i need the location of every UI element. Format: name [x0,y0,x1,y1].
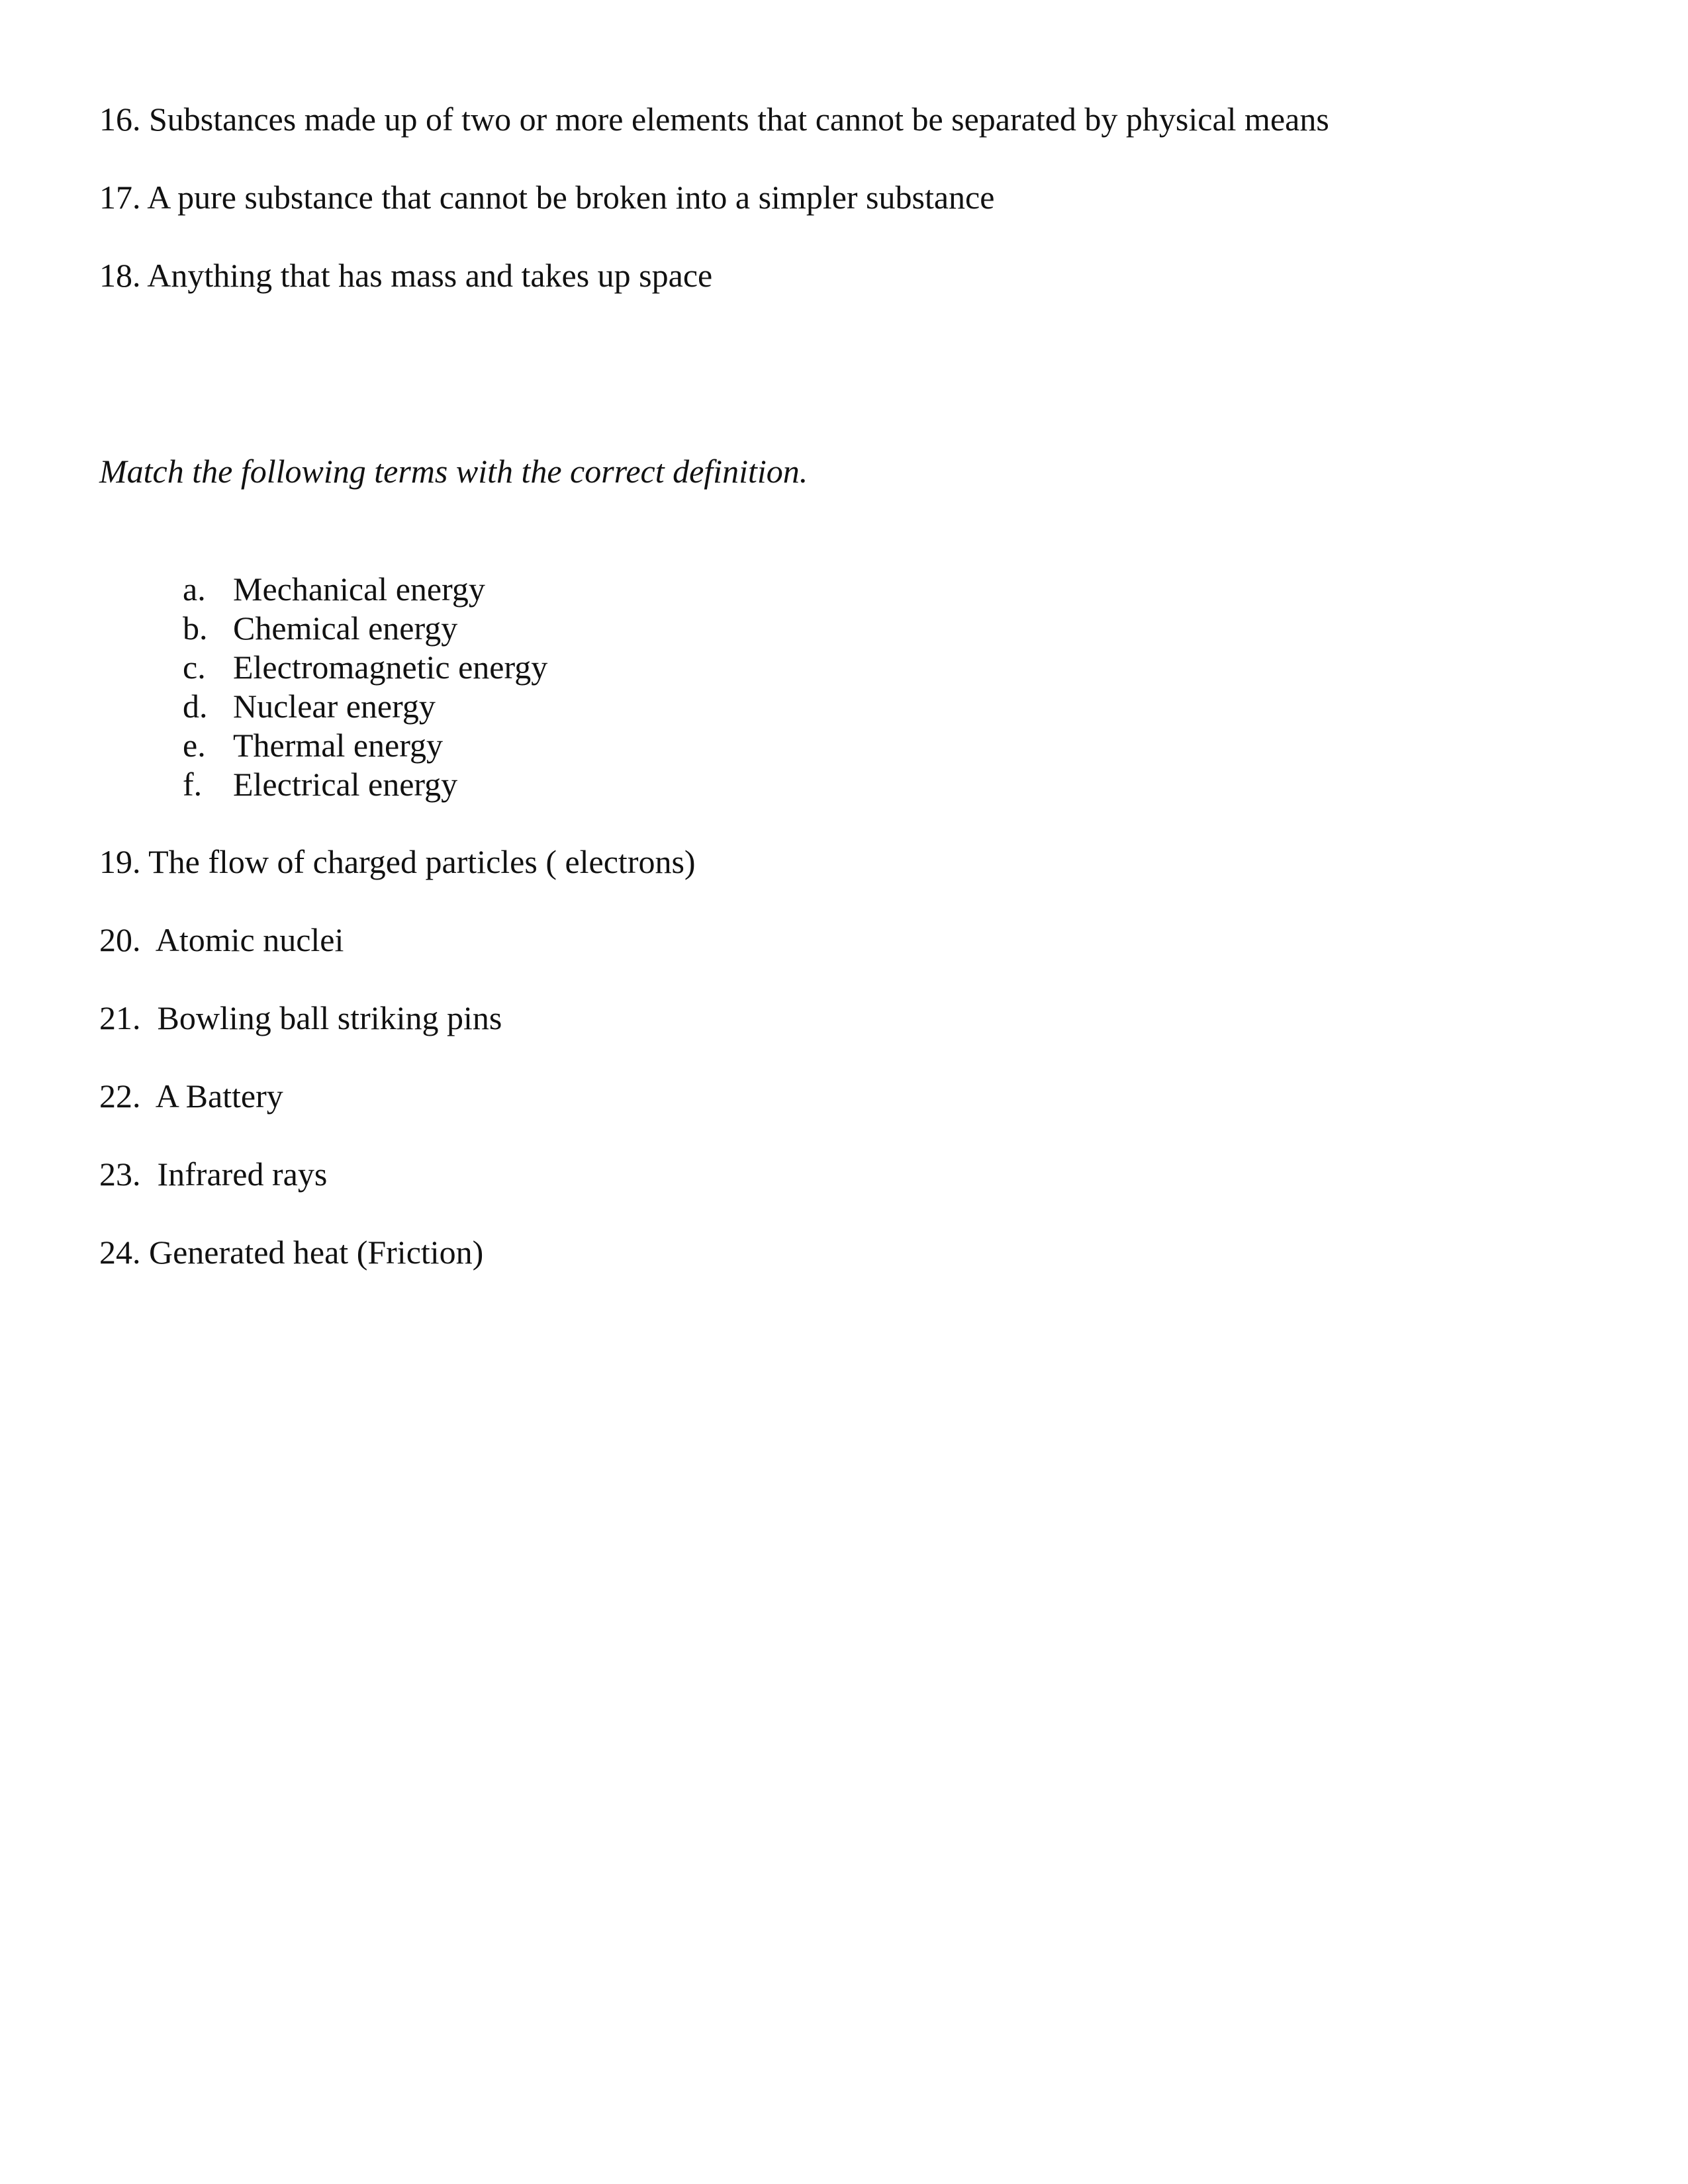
question-19: 19. The flow of charged particles ( electrons) [99,843,696,880]
question-16: 16. Substances made up of two or more elements that cannot be separated by physical means [99,101,1329,138]
term-label: Nuclear energy [233,688,436,725]
term-label: Electrical energy [233,766,458,803]
term-label: Mechanical energy [233,570,485,608]
term-letter: e. [183,727,206,764]
question-22: 22. A Battery [99,1077,283,1115]
term-letter: b. [183,610,208,647]
question-21: 21. Bowling ball striking pins [99,999,502,1036]
question-23: 23. Infrared rays [99,1156,328,1193]
matching-instruction: Match the following terms with the correct definition. [99,453,808,490]
term-letter: d. [183,688,208,725]
term-letter: f. [183,766,203,803]
question-17: 17. A pure substance that cannot be broken into a simpler substance [99,179,995,216]
question-24: 24. Generated heat (Friction) [99,1234,484,1271]
question-20: 20. Atomic nuclei [99,921,344,958]
term-label: Thermal energy [233,727,443,764]
term-label: Electromagnetic energy [233,649,548,686]
term-letter: c. [183,649,206,686]
term-f [150,725,457,844]
term-label: Chemical energy [233,610,458,647]
question-18: 18. Anything that has mass and takes up space [99,257,713,294]
term-letter: a. [183,570,206,608]
